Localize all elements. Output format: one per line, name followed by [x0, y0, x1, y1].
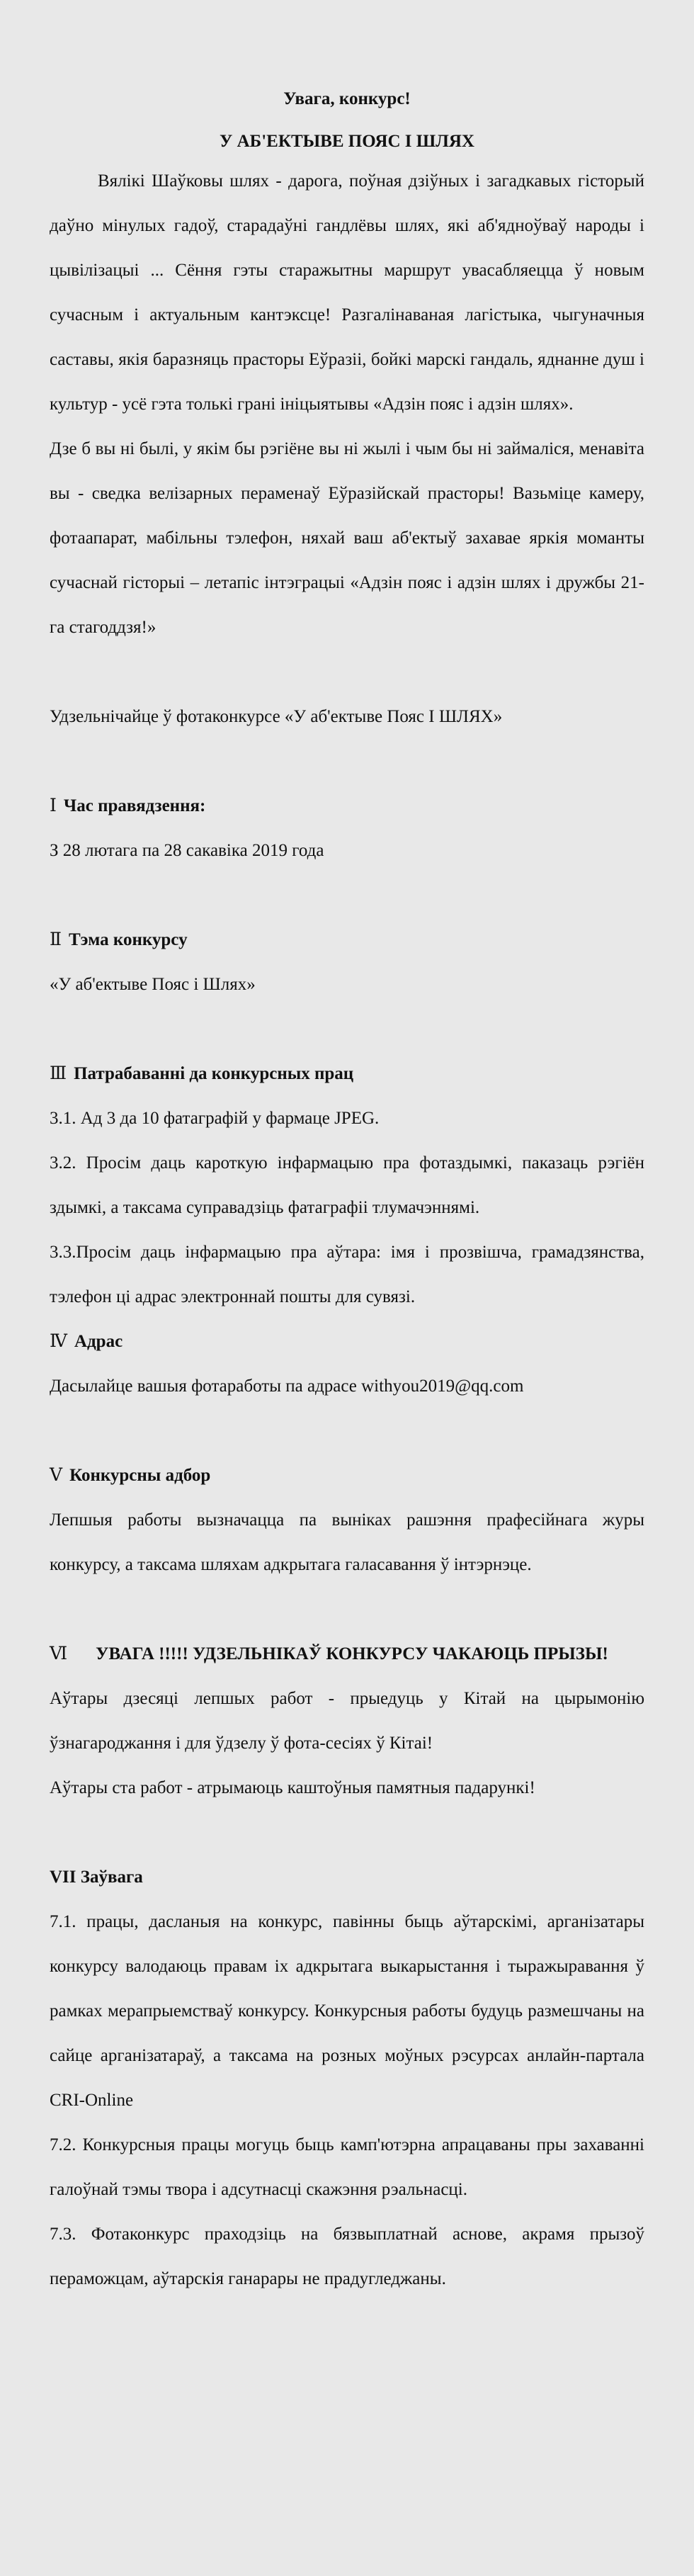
section-title: Конкурсны адбор [69, 1466, 211, 1485]
section-1-body: З 28 лютага па 28 сакавіка 2019 года [50, 841, 324, 860]
section-title: Тэма конкурсу [69, 930, 188, 949]
spacer [50, 1810, 644, 1855]
section-6-item-2: Аўтары ста работ - атрымаюць каштоўныя памятныя падарункі! [50, 1778, 535, 1797]
intro-paragraph-2: Дзе б вы ні былі, у якім бы рэгіёне вы ні жылі і чым бы ні займаліся, менавіта вы - сведка велізарных пераменаў Еўразійскай прасторы! Вазьміце камеру, фотаапарат, мабільны тэлефон, няхай ваш аб'ектыў захавае яркія моманты сучаснай гісторыі – летапіс інтэграцыі «Адзін пояс і адзін шлях і дружбы 21-га стагоддзя!» [50, 439, 644, 637]
section-4-body: Дасылайце вашыя фотаработы па адрасе withyou2019@qq.com [50, 1377, 524, 1396]
section-7-item-1: 7.1. працы, дасланыя на конкурс, павінны быць аўтарскімі, арганізатары конкурсу валодаюць правам іх адкрытага выкарыстання і тыражыравання ў рамках мерапрыемстваў конкурсу. Конкурсныя работы будуць размешчаны на сайце арганізатараў, а таксама на розных моўных рэсурсах анлайн-партала CRI-Online [50, 1912, 644, 2110]
section-title: УВАГА !!!!! УДЗЕЛЬНІКАЎ КОНКУРСУ ЧАКАЮЦЬ ПРЫЗЫ! [96, 1644, 608, 1663]
section-7-item-2: 7.2. Конкурсныя працы могуць быць камп'ютэрна апрацаваны пры захаванні галоўнай тэмы твора і адсутнасці скажэння рэальнасці. [50, 2135, 644, 2199]
invite-text: Удзельнічайце ў фотаконкурсе «У аб'ектыве Пояс І ШЛЯХ» [50, 707, 503, 726]
section-heading-6 [50, 1632, 644, 1676]
section-number: Ⅴ [50, 1466, 63, 1485]
spacer [50, 1587, 644, 1632]
section-number: Ⅲ [50, 1064, 67, 1083]
section-heading-2 [50, 917, 644, 962]
section-title: Адрас [74, 1332, 123, 1351]
section-heading-4 [50, 1319, 644, 1364]
section-heading-3 [50, 1051, 644, 1096]
intro-paragraph-1: Вялікі Шаўковы шлях - дарога, поўная дзіўных і загадкавых гісторый даўно мінулых гадоў, старадаўні гандлёвы шлях, які аб'ядноўваў народы і цывілізацыі ... Сёння гэты старажытны маршрут увасабляецца ў новым сучасным і актуальным кантэксце! Разгалінаваная лагістыка, чыгуначныя саставы, якія баразняць прасторы Еўразіі, бойкі марскі гандаль, яднанне душ і культур - усё гэта толькі грані ініцыятывы «Адзін пояс і адзін шлях». [50, 171, 644, 414]
spacer [50, 739, 644, 784]
section-heading-5 [50, 1453, 644, 1498]
section-6-item-1: Аўтары дзесяці лепшых работ - прыедуць у Кітай на цырымонію ўзнагароджання і для ўдзелу ў фота-сесіях ў Кітаі! [50, 1689, 644, 1753]
spacer [50, 1007, 644, 1051]
section-title: Час правядзення: [63, 796, 206, 815]
section-3-item-3: 3.3.Просім даць інфармацыю пра аўтара: імя і прозвішча, грамадзянства, тэлефон ці адрас электроннай пошты для сувязі. [50, 1243, 644, 1306]
section-heading-7: VII Заўвага [50, 1868, 143, 1887]
spacer [50, 1408, 644, 1453]
section-3-item-1: 3.1. Ад 3 да 10 фатаграфій у фармаце JPEG. [50, 1109, 380, 1128]
section-heading-1 [50, 784, 644, 828]
section-title: Патрабаванні да конкурсных прац [74, 1064, 354, 1083]
spacer [50, 873, 644, 917]
spacer [50, 650, 644, 694]
section-7-item-3: 7.3. Фотаконкурс праходзіць на бязвыплатнай аснове, акрамя прызоў пераможцам, аўтарскія ганарары не прадугледжаны. [50, 2225, 644, 2288]
section-number: Ⅰ [50, 796, 57, 815]
section-2-body: «У аб'ектыве Пояс і Шлях» [50, 975, 256, 994]
section-3-item-2: 3.2. Просім даць кароткую інфармацыю пра фотаздымкі, паказаць рэгіён здымкі, а таксама суправадзіць фатаграфіі тлумачэннямі. [50, 1153, 644, 1217]
page-subtitle: У АБ'ЕКТЫВЕ ПОЯС І ШЛЯХ [220, 132, 474, 151]
section-number: Ⅳ [50, 1332, 67, 1351]
section-5-body: Лепшыя работы вызначацца па выніках рашэння прафесійнага журы конкурсу, а таксама шляхам адкрытага галасавання ў інтэрнэце. [50, 1510, 644, 1574]
section-number: Ⅱ [50, 930, 62, 949]
page-title: Увага, конкурс! [283, 89, 411, 108]
section-number: Ⅵ [50, 1644, 68, 1663]
